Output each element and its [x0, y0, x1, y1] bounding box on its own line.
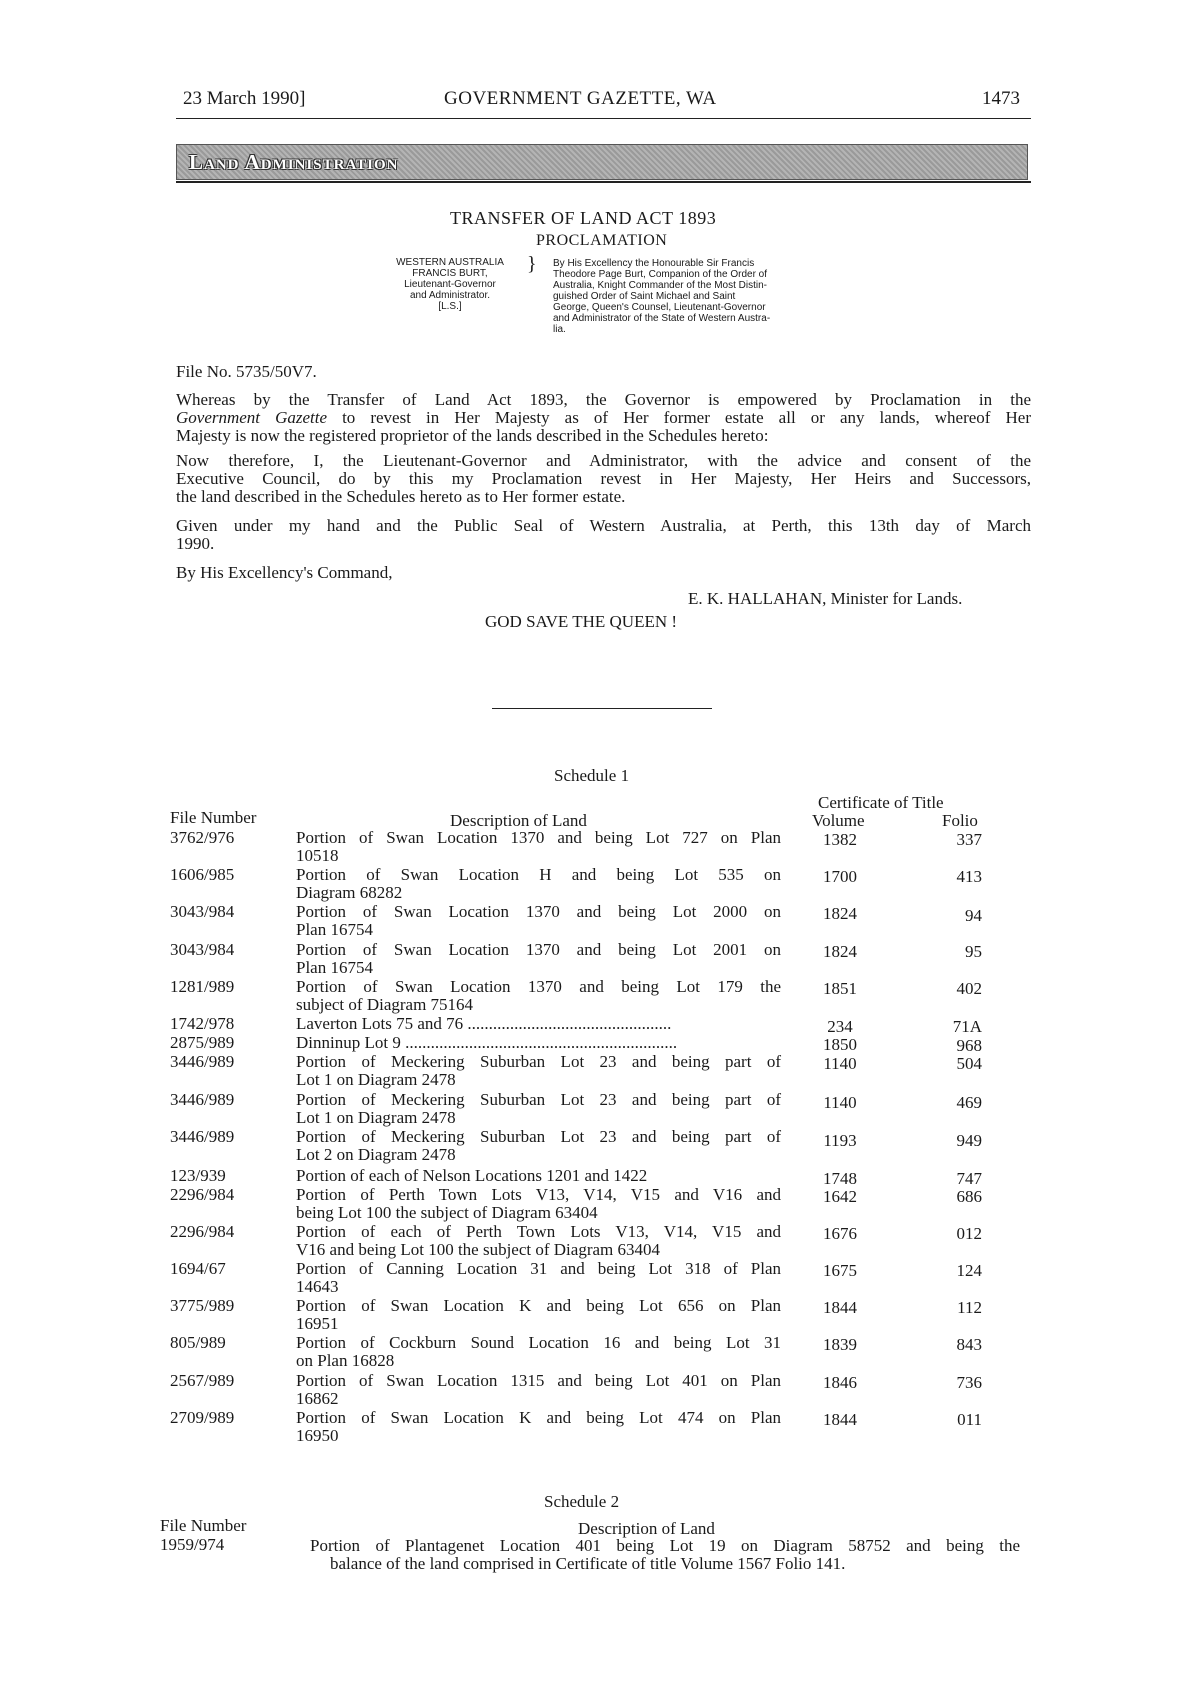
paragraph-line: Executive Council, do by this my Proclamation revest in Her Majesty, Her Heirs and Successors,	[176, 469, 1031, 488]
folio-cell: 686	[956, 1187, 982, 1206]
file-number-cell: 1281/989	[170, 977, 235, 996]
volume-cell: 1824	[823, 942, 857, 961]
description-line: Laverton Lots 75 and 76 ................................................	[296, 1015, 672, 1033]
description-line: 14643	[296, 1277, 339, 1296]
banner-title: Land Administration	[189, 150, 399, 174]
header-title: GOVERNMENT GAZETTE, WA	[444, 88, 717, 109]
schedule2-description-header: Description of Land	[578, 1519, 715, 1538]
schedule2-file-number-header: File Number	[160, 1516, 247, 1535]
file-number-cell: 3043/984	[170, 940, 235, 959]
volume-cell: 234	[827, 1017, 853, 1036]
paragraph-line: the land described in the Schedules hereto as to Her former estate.	[176, 487, 626, 506]
schedule1-description-header: Description of Land	[450, 811, 587, 830]
signatory-right-line: George, Queen's Counsel, Lieutenant-Governor	[553, 302, 766, 313]
description-cell	[296, 1186, 781, 1222]
signatory-right-line: lia.	[553, 324, 566, 335]
schedule1-certificate-header: Certificate of Title	[818, 793, 944, 812]
description-cell	[296, 1372, 781, 1408]
folio-cell: 94	[965, 906, 982, 925]
description-cell	[296, 1167, 781, 1185]
signatory-left-line: [L.S.]	[438, 301, 462, 312]
folio-cell: 504	[956, 1054, 982, 1073]
header-rule	[176, 118, 1031, 119]
signatory-right	[553, 258, 825, 335]
description-line: Portion of Perth Town Lots V13, V14, V15 and V16 and	[296, 1185, 781, 1204]
description-cell	[296, 866, 781, 902]
folio-cell: 012	[956, 1224, 982, 1243]
volume-cell: 1140	[823, 1093, 857, 1112]
paragraph-command: By His Excellency's Command,	[176, 563, 393, 582]
signatory-left-line: and Administrator.	[409, 290, 491, 301]
folio-cell: 95	[965, 942, 982, 961]
description-line: Portion of Swan Location 1370 and being Lot 2000 on	[296, 902, 781, 921]
description-line: Portion of Plantagenet Location 401 being Lot 19 on Diagram 58752 and being the	[310, 1536, 1020, 1555]
description-line: Portion of Swan Location 1370 and being Lot 2001 on	[296, 940, 781, 959]
description-line: Portion of each of Perth Town Lots V13, V14, V15 and	[296, 1222, 781, 1241]
description-line: Diagram 68282	[296, 883, 403, 902]
description-cell	[296, 1297, 781, 1333]
description-line: Lot 2 on Diagram 2478	[296, 1145, 456, 1164]
description-line: Dinninup Lot 9 ................................................................	[296, 1034, 678, 1052]
description-line: Lot 1 on Diagram 2478	[296, 1070, 456, 1089]
paragraph-line: Given under my hand and the Public Seal of Western Australia, at Perth, this 13th day of March	[176, 516, 1031, 535]
file-number-cell: 1742/978	[170, 1014, 235, 1033]
description-line: Portion of Swan Location K and being Lot 656 on Plan	[296, 1296, 781, 1315]
paragraph-given	[176, 517, 1031, 553]
description-line: Portion of Swan Location 1370 and being Lot 179 the	[296, 977, 781, 996]
description-cell	[296, 829, 781, 865]
folio-cell: 71A	[952, 1017, 982, 1036]
volume-cell: 1851	[823, 979, 857, 998]
file-number-cell: 2709/989	[170, 1408, 235, 1427]
folio-cell: 124	[956, 1261, 982, 1280]
description-line: Plan 16754	[296, 920, 373, 939]
paragraph-line-rest: to revest in Her Majesty as of Her former estate all or any lands, whereof Her	[327, 408, 1031, 427]
file-number-cell: 1694/67	[170, 1259, 226, 1278]
folio-cell: 949	[956, 1131, 982, 1150]
file-number-cell: 123/939	[170, 1166, 226, 1185]
header-date: 23 March 1990]	[183, 88, 306, 109]
description-cell	[296, 1091, 781, 1127]
header-page-number: 1473	[982, 88, 1020, 109]
description-cell	[296, 1034, 781, 1052]
volume-cell: 1748	[823, 1169, 857, 1188]
god-save-the-queen: GOD SAVE THE QUEEN !	[485, 612, 678, 631]
file-number-cell: 2567/989	[170, 1371, 235, 1390]
volume-cell: 1844	[823, 1298, 857, 1317]
description-cell	[296, 1409, 781, 1445]
volume-cell: 1140	[823, 1054, 857, 1073]
volume-cell: 1642	[823, 1187, 857, 1206]
banner-underline	[176, 181, 1031, 183]
description-line: subject of Diagram 75164	[296, 995, 474, 1014]
minister-signature: E. K. HALLAHAN, Minister for Lands.	[688, 589, 963, 608]
schedule1-title: Schedule 1	[554, 766, 630, 785]
description-line: 16950	[296, 1426, 339, 1445]
folio-cell: 413	[956, 867, 982, 886]
description-line: on Plan 16828	[296, 1351, 395, 1370]
description-line: Portion of Swan Location K and being Lot 474 on Plan	[296, 1408, 781, 1427]
section-banner	[176, 144, 1028, 180]
folio-cell: 337	[956, 830, 982, 849]
description-line: Plan 16754	[296, 958, 373, 977]
file-number-cell: 3446/989	[170, 1052, 235, 1071]
description-line: Portion of each of Nelson Locations 1201 and 1422	[296, 1166, 648, 1185]
volume-cell: 1675	[823, 1261, 857, 1280]
description-cell	[296, 978, 781, 1014]
folio-cell: 747	[956, 1169, 982, 1188]
folio-cell: 112	[957, 1298, 982, 1317]
file-number-cell: 3762/976	[170, 828, 235, 847]
act-title: TRANSFER OF LAND ACT 1893	[450, 208, 717, 228]
description-line: Portion of Cockburn Sound Location 16 and being Lot 31	[296, 1333, 781, 1352]
file-number-cell: 2296/984	[170, 1185, 235, 1204]
description-line: 10518	[296, 846, 339, 865]
paragraph-line: Now therefore, I, the Lieutenant-Governor and Administrator, with the advice and consent of the	[176, 451, 1031, 470]
gazette-italic: Government Gazette	[176, 408, 328, 427]
brace-icon: }	[527, 253, 537, 275]
file-number-cell: 3043/984	[170, 902, 235, 921]
paragraph-now-therefore	[176, 452, 1031, 506]
description-line: Portion of Swan Location 1370 and being Lot 727 on Plan	[296, 828, 781, 847]
description-line: being Lot 100 the subject of Diagram 63404	[296, 1203, 598, 1222]
description-line: V16 and being Lot 100 the subject of Diagram 63404	[296, 1240, 661, 1259]
schedule2-title: Schedule 2	[544, 1492, 620, 1511]
paragraph-line: Whereas by the Transfer of Land Act 1893, the Governor is empowered by Proclamation in the	[176, 390, 1031, 409]
description-line: Portion of Meckering Suburban Lot 23 and being part of	[296, 1090, 781, 1109]
signatory-left-line: Lieutenant-Governor	[404, 279, 496, 290]
description-cell	[296, 1334, 781, 1370]
folio-cell: 011	[957, 1410, 982, 1429]
description-line: Portion of Meckering Suburban Lot 23 and being part of	[296, 1052, 781, 1071]
paragraph-line: 1990.	[176, 534, 215, 553]
file-number-cell: 3446/989	[170, 1090, 235, 1109]
proclamation-heading: PROCLAMATION	[536, 232, 668, 249]
schedule1-folio-header: Folio	[942, 811, 978, 830]
signatory-right-line: and Administrator of the State of Western Austra-	[553, 313, 771, 324]
description-line: balance of the land comprised in Certificate of title Volume 1567 Folio 141.	[330, 1554, 846, 1573]
description-line: 16862	[296, 1389, 339, 1408]
folio-cell: 968	[956, 1036, 982, 1055]
file-number-cell: 3446/989	[170, 1127, 235, 1146]
description-line: Portion of Swan Location 1315 and being Lot 401 on Plan	[296, 1371, 781, 1390]
file-number-cell: 805/989	[170, 1333, 226, 1352]
signatory-right-line: guished Order of Saint Michael and Saint	[553, 291, 736, 302]
description-line: Portion of Meckering Suburban Lot 23 and being part of	[296, 1127, 781, 1146]
signatory-right-line: By His Excellency the Honourable Sir Francis	[553, 258, 755, 269]
schedule2-description-cell	[310, 1537, 1020, 1573]
file-number-cell: 1606/985	[170, 865, 235, 884]
description-line: Lot 1 on Diagram 2478	[296, 1108, 456, 1127]
schedule2-file-number-cell: 1959/974	[160, 1535, 225, 1554]
file-number-line: File No. 5735/50V7.	[176, 362, 317, 381]
volume-cell: 1193	[823, 1131, 857, 1150]
description-cell	[296, 941, 781, 977]
signatory-left	[380, 257, 520, 312]
description-line: Portion of Swan Location H and being Lot 535 on	[296, 865, 781, 884]
signatory-right-line: Australia, Knight Commander of the Most Distin-	[553, 280, 767, 291]
signatory-left-line: FRANCIS BURT,	[412, 268, 488, 279]
schedule1-file-number-header: File Number	[170, 808, 257, 827]
description-cell	[296, 903, 781, 939]
description-cell	[296, 1053, 781, 1089]
description-cell	[296, 1260, 781, 1296]
description-cell	[296, 1015, 781, 1033]
description-cell	[296, 1223, 781, 1259]
description-line: Portion of Canning Location 31 and being Lot 318 of Plan	[296, 1259, 781, 1278]
file-number-cell: 2875/989	[170, 1033, 235, 1052]
volume-cell: 1839	[823, 1335, 857, 1354]
file-number-cell: 3775/989	[170, 1296, 235, 1315]
schedule1-volume-header: Volume	[812, 811, 865, 830]
signatory-right-line: Theodore Page Burt, Companion of the Order of	[553, 269, 768, 280]
folio-cell: 736	[956, 1373, 982, 1392]
folio-cell: 843	[956, 1335, 982, 1354]
description-line: 16951	[296, 1314, 339, 1333]
file-number-cell: 2296/984	[170, 1222, 235, 1241]
paragraph-line	[176, 409, 1031, 427]
volume-cell: 1844	[823, 1410, 857, 1429]
divider-rule	[492, 708, 712, 709]
volume-cell: 1846	[823, 1373, 857, 1392]
paragraph-line: Majesty is now the registered proprietor of the lands described in the Schedules hereto:	[176, 426, 769, 445]
paragraph-whereas	[176, 391, 1031, 445]
volume-cell: 1700	[823, 867, 857, 886]
folio-cell: 469	[956, 1093, 982, 1112]
description-cell	[296, 1128, 781, 1164]
volume-cell: 1382	[823, 830, 857, 849]
signatory-left-line: WESTERN AUSTRALIA	[396, 257, 504, 268]
folio-cell: 402	[956, 979, 982, 998]
volume-cell: 1676	[823, 1224, 857, 1243]
volume-cell: 1824	[823, 904, 857, 923]
volume-cell: 1850	[823, 1035, 857, 1054]
